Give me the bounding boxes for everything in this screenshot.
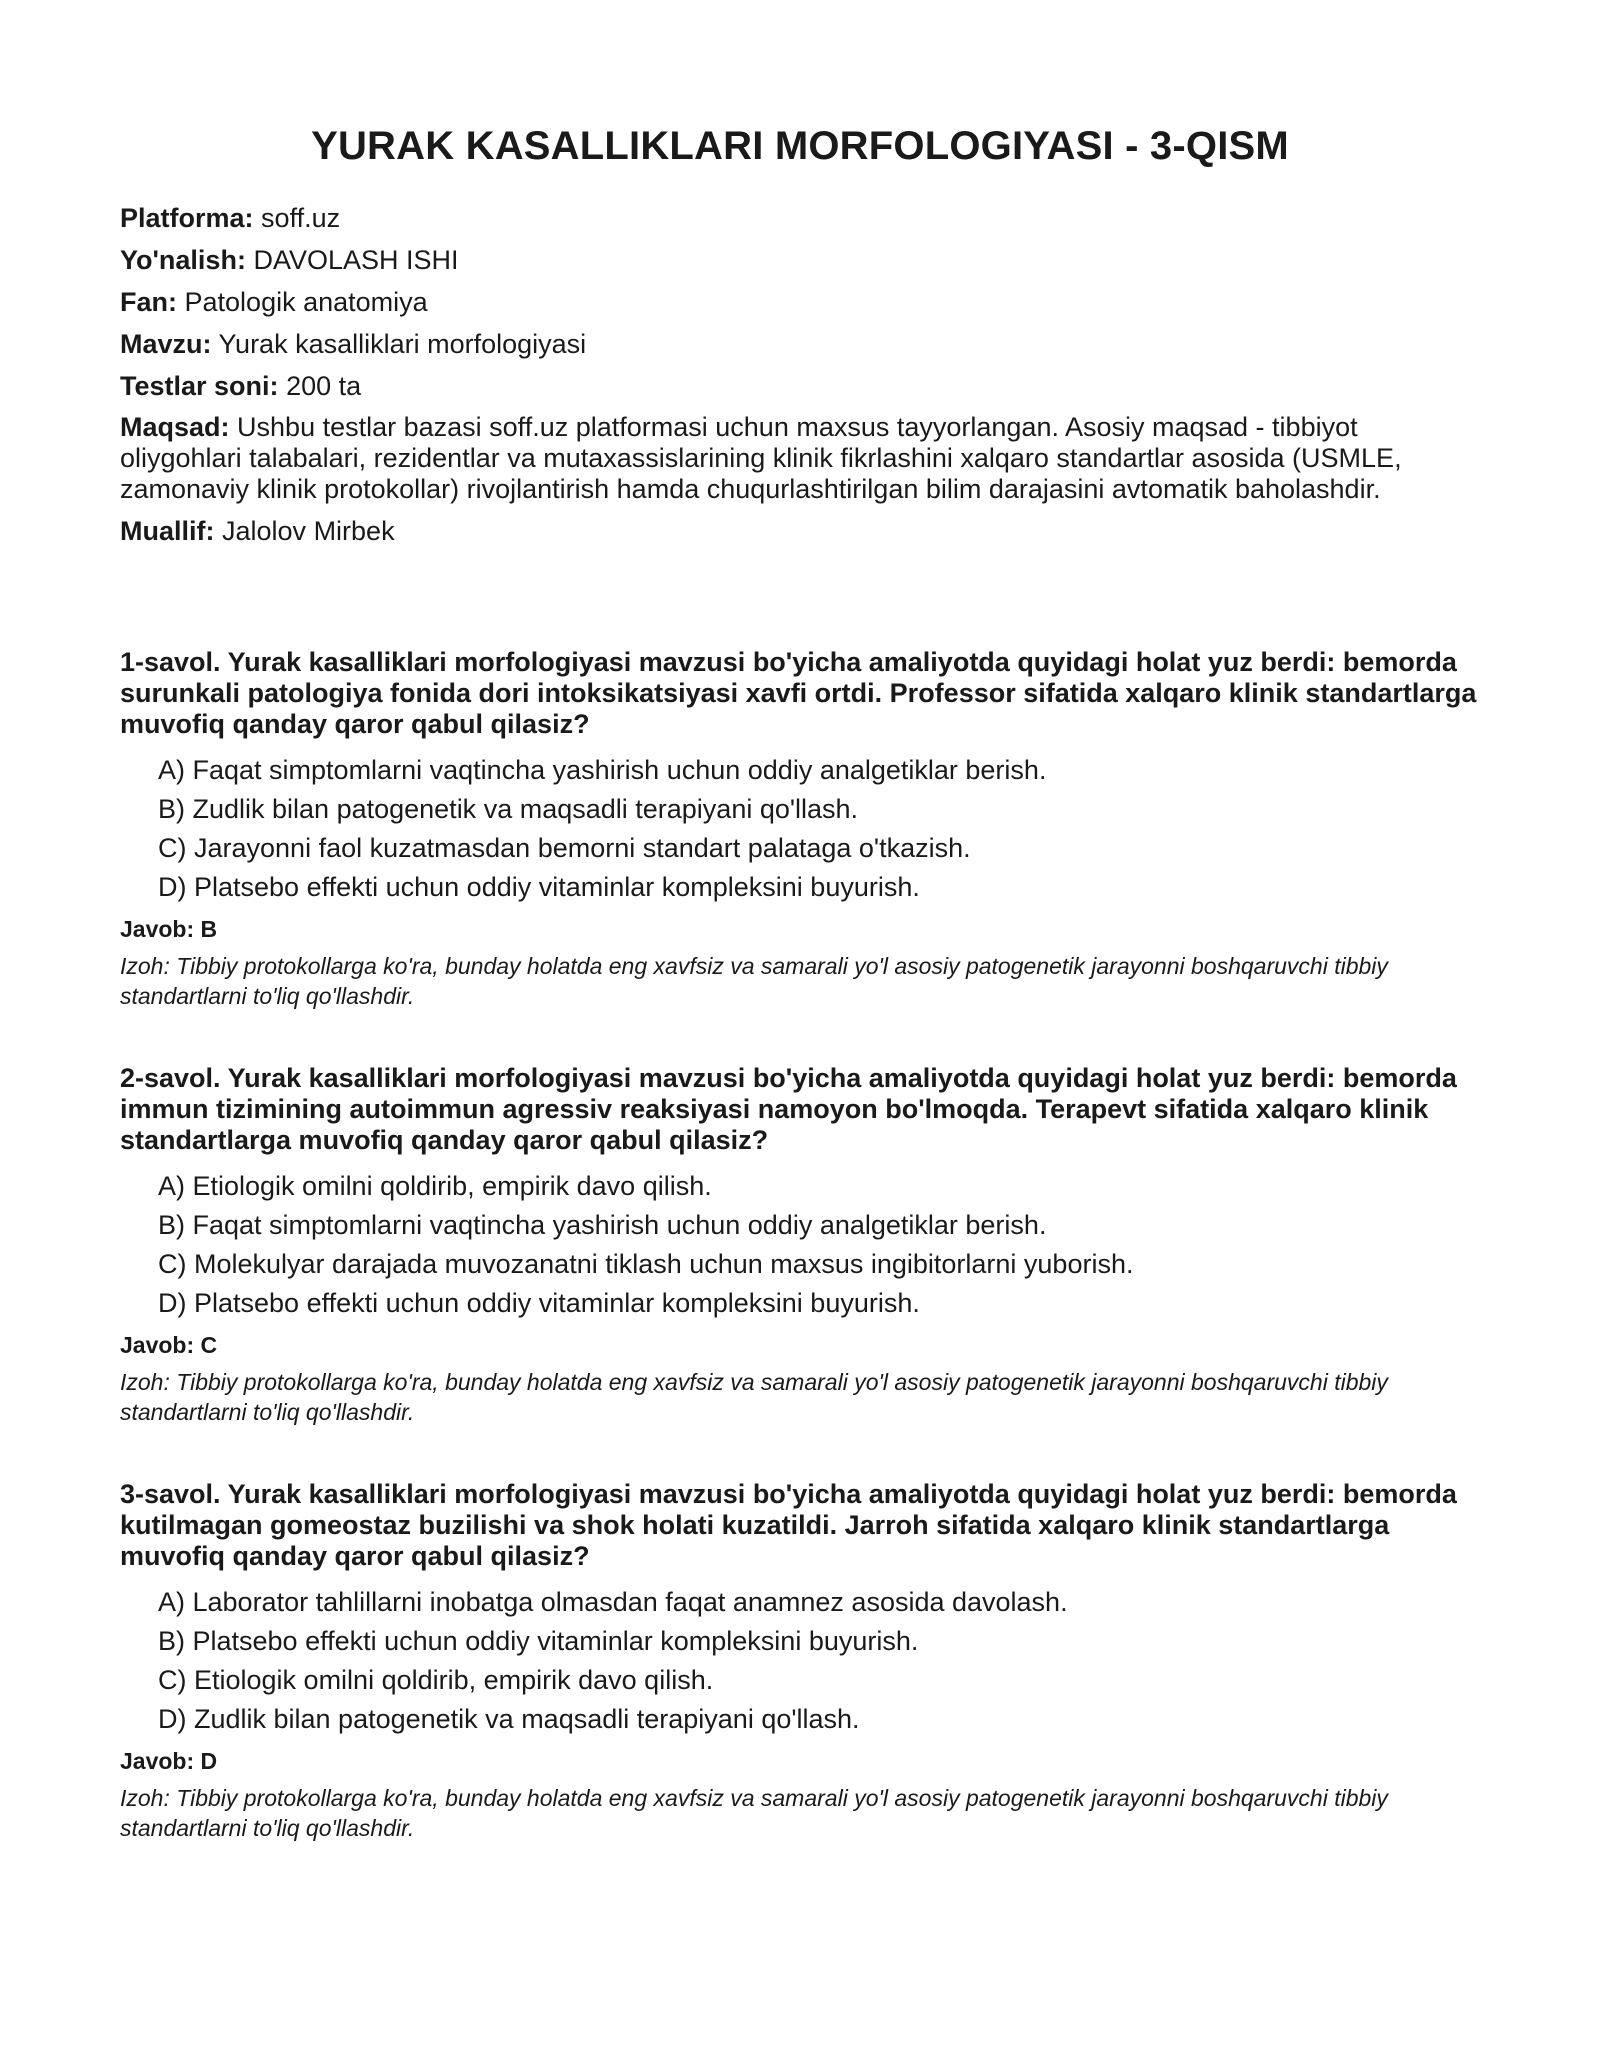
explanation-note: Izoh: Tibbiy protokollarga ko'ra, bunday holatda eng xavfsiz va samarali yo'l asosiy patogenetik jarayonni boshqaruvchi tibbiy standartlarni to'liq qo'llashdir.	[120, 1369, 1388, 1425]
option-b: B) Platsebo effekti uchun oddiy vitaminlar kompleksini buyurish.	[158, 1626, 919, 1656]
meta-value: Yurak kasalliklari morfologiyasi	[218, 329, 587, 359]
meta-label: Testlar soni:	[120, 371, 279, 401]
question-text: 2-savol. Yurak kasalliklari morfologiyasi mavzusi bo'yicha amaliyotda quyidagi holat yuz berdi: bemorda immun tizimining autoimmun agressiv reaksiyasi namoyon bo'lmoqda. Terapevt sifatida xalqaro klinik standartlarga muvofiq qanday qaror qabul qilasiz?	[120, 1063, 1457, 1155]
question-text: 1-savol. Yurak kasalliklari morfologiyasi mavzusi bo'yicha amaliyotda quyidagi holat yuz berdi: bemorda surunkali patologiya fonida dori intoksikatsiyasi xavfi ortdi. Professor sifatida xalqaro klinik standartlarga muvofiq qanday qaror qabul qilasiz?	[120, 647, 1477, 739]
option-d: D) Zudlik bilan patogenetik va maqsadli terapiyani qo'llash.	[158, 1704, 860, 1734]
option-d: D) Platsebo effekti uchun oddiy vitaminlar kompleksini buyurish.	[158, 872, 920, 902]
questions-list	[120, 647, 1480, 1843]
question-3	[120, 1479, 1480, 1843]
meta-maqsad	[120, 412, 1480, 505]
option-c: C) Jarayonni faol kuzatmasdan bemorni standart palataga o'tkazish.	[158, 833, 971, 863]
explanation-note: Izoh: Tibbiy protokollarga ko'ra, bunday holatda eng xavfsiz va samarali yo'l asosiy patogenetik jarayonni boshqaruvchi tibbiy standartlarni to'liq qo'llashdir.	[120, 1785, 1388, 1841]
options-list	[120, 754, 1480, 903]
meta-testlar-soni	[120, 370, 1480, 402]
meta-muallif	[120, 515, 1480, 547]
meta-value: Patologik anatomiya	[184, 287, 428, 317]
meta-label: Platforma:	[120, 203, 254, 233]
answer: Javob: C	[120, 1332, 218, 1358]
answer: Javob: D	[120, 1748, 218, 1774]
meta-label: Maqsad:	[120, 412, 230, 442]
meta-value: DAVOLASH ISHI	[253, 245, 459, 275]
meta-section	[120, 202, 1480, 547]
meta-mavzu	[120, 328, 1480, 360]
options-list	[120, 1586, 1480, 1735]
meta-fan	[120, 286, 1480, 318]
document-title: YURAK KASALLIKLARI MORFOLOGIYASI - 3-QISM	[311, 124, 1289, 168]
option-b: B) Zudlik bilan patogenetik va maqsadli terapiyani qo'llash.	[158, 794, 859, 824]
option-c: C) Etiologik omilni qoldirib, empirik davo qilish.	[158, 1665, 714, 1695]
meta-value: 200 ta	[286, 371, 362, 401]
question-text: 3-savol. Yurak kasalliklari morfologiyasi mavzusi bo'yicha amaliyotda quyidagi holat yuz berdi: bemorda kutilmagan gomeostaz buzilishi va shok holati kuzatildi. Jarroh sifatida xalqaro klinik standartlarga muvofiq qanday qaror qabul qilasiz?	[120, 1479, 1457, 1571]
meta-label: Mavzu:	[120, 329, 212, 359]
option-a: A) Laborator tahlillarni inobatga olmasdan faqat anamnez asosida davolash.	[158, 1587, 1068, 1617]
meta-value: soff.uz	[261, 203, 341, 233]
option-c: C) Molekulyar darajada muvozanatni tiklash uchun maxsus ingibitorlarni yuborish.	[158, 1249, 1134, 1279]
question-2	[120, 1063, 1480, 1427]
meta-label: Muallif:	[120, 516, 215, 546]
meta-value: Ushbu testlar bazasi soff.uz platformasi uchun maxsus tayyorlangan. Asosiy maqsad - tibbiyot oliygohlari talabalari, rezidentlar va mutaxassislarining klinik fikrlashini xalqaro standartlar asosida (USMLE, zamonaviy klinik protokollar) rivojlantirish hamda chuqurlashtirilgan bilim darajasini avtomatik baholashdir.	[120, 412, 1402, 504]
option-d: D) Platsebo effekti uchun oddiy vitaminlar kompleksini buyurish.	[158, 1288, 920, 1318]
meta-yonalish	[120, 244, 1480, 276]
meta-value: Jalolov Mirbek	[222, 516, 395, 546]
meta-platforma	[120, 202, 1480, 234]
meta-label: Fan:	[120, 287, 177, 317]
option-a: A) Faqat simptomlarni vaqtincha yashirish uchun oddiy analgetiklar berish.	[158, 755, 1047, 785]
explanation-note: Izoh: Tibbiy protokollarga ko'ra, bunday holatda eng xavfsiz va samarali yo'l asosiy patogenetik jarayonni boshqaruvchi tibbiy standartlarni to'liq qo'llashdir.	[120, 953, 1388, 1009]
option-b: B) Faqat simptomlarni vaqtincha yashirish uchun oddiy analgetiklar berish.	[158, 1210, 1047, 1240]
options-list	[120, 1170, 1480, 1319]
question-1	[120, 647, 1480, 1011]
answer: Javob: B	[120, 916, 218, 942]
meta-label: Yo'nalish:	[120, 245, 246, 275]
option-a: A) Etiologik omilni qoldirib, empirik davo qilish.	[158, 1171, 712, 1201]
